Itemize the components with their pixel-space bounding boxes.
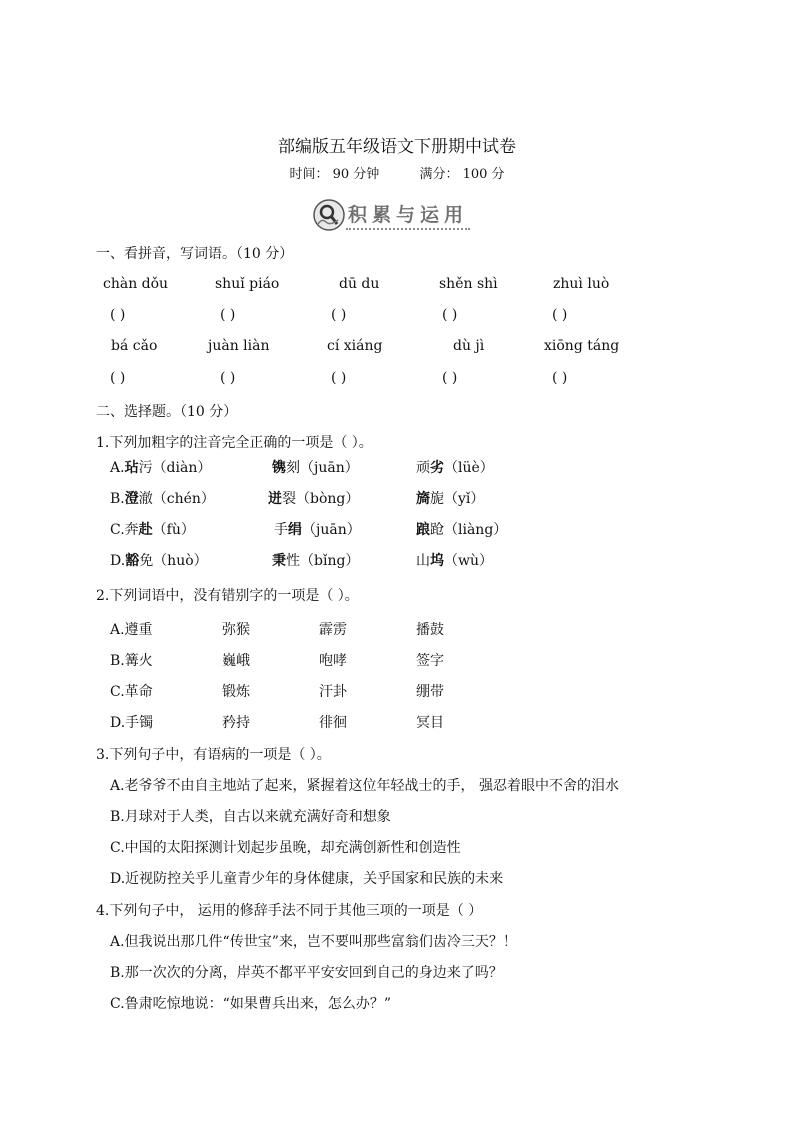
option-text: 免（huò） — [139, 553, 208, 569]
q1-option-a-2 — [272, 457, 359, 477]
q2-word: 绷带 — [416, 684, 444, 700]
option-text: 澈（chén） — [138, 491, 215, 507]
bold-char: 镌 — [272, 460, 286, 476]
q3-option-d[interactable]: D.近视防控关乎儿童青少年的身体健康，关乎国家和民族的未来 — [110, 871, 504, 887]
section1-heading: 一、看拼音，写词语。（10 分） — [96, 246, 294, 262]
option-text: （juān） — [302, 522, 361, 538]
bold-char: 澄 — [124, 491, 139, 507]
option-text: 顽 — [416, 460, 430, 476]
q1-option-d-2 — [272, 550, 359, 570]
pinyin-10: xiōng táng — [544, 338, 620, 354]
magnifier-icon — [312, 198, 346, 232]
q1-option-b-2 — [268, 488, 359, 508]
bold-char: 秉 — [272, 553, 286, 569]
option-letter: B. — [110, 491, 125, 507]
option-letter: C.奔 — [110, 522, 139, 538]
q2-word: 弥猴 — [222, 622, 250, 638]
pinyin-4: shěn shì — [439, 276, 498, 292]
option-text: （wù） — [444, 553, 493, 569]
bold-char: 旖 — [416, 491, 430, 507]
q1-option-a[interactable] — [110, 457, 211, 477]
pinyin-1: chàn dǒu — [103, 276, 169, 292]
answer-blank-3[interactable]: ( ) — [331, 307, 347, 323]
pinyin-5: zhuì luò — [553, 276, 610, 292]
answer-blank-7[interactable]: ( ) — [220, 370, 236, 386]
section2-heading: 二、选择题。（10 分） — [96, 404, 238, 420]
pinyin-8: cí xiáng — [327, 338, 383, 354]
answer-blank-8[interactable]: ( ) — [331, 370, 347, 386]
answer-blank-10[interactable]: ( ) — [552, 370, 568, 386]
banner-underline — [346, 228, 470, 230]
answer-blank-5[interactable]: ( ) — [552, 307, 568, 323]
q4-option-a[interactable]: A.但我说出那几件“传世宝”来，岂不要叫那些富翁们齿冷三天？！ — [110, 934, 517, 950]
q1-stem: 1.下列加粗字的注音完全正确的一项是（ ）。 — [96, 435, 373, 451]
exam-score: 满分： 100 分 — [419, 167, 505, 182]
q1-option-d-3 — [416, 550, 493, 570]
exam-time: 时间： 90 分钟 — [289, 167, 380, 182]
section-banner — [312, 196, 472, 236]
answer-blank-1[interactable]: ( ) — [110, 307, 126, 323]
answer-blank-6[interactable]: ( ) — [110, 370, 126, 386]
option-text: 跄（liàng） — [430, 522, 508, 538]
bold-char: 劣 — [430, 460, 444, 476]
option-text: 山 — [416, 553, 430, 569]
option-text: 裂（bòng） — [282, 491, 360, 507]
option-text: （fù） — [152, 522, 195, 538]
pinyin-3: dū du — [339, 276, 380, 292]
q4-stem: 4.下列句子中， 运用的修辞手法不同于其他三项的一项是（ ） — [96, 903, 483, 919]
pinyin-9: dù jì — [453, 338, 485, 354]
q2-option-b[interactable]: B.篝火 — [110, 653, 153, 669]
q2-word: 锻炼 — [222, 684, 250, 700]
q3-option-a[interactable]: A.老爷爷不由自主地站了起来，紧握着这位年轻战士的手， 强忍着眼中不舍的泪水 — [110, 778, 620, 794]
answer-blank-2[interactable]: ( ) — [220, 307, 236, 323]
option-letter: D. — [110, 553, 126, 569]
q2-word: 汗卦 — [319, 684, 347, 700]
pinyin-7: juàn liàn — [208, 338, 270, 354]
q2-option-c[interactable]: C.革命 — [110, 684, 153, 700]
q2-option-a[interactable]: A.遵重 — [110, 622, 153, 638]
q3-option-b[interactable]: B.月球对于人类，自古以来就充满好奇和想象 — [110, 809, 391, 825]
q4-option-b[interactable]: B.那一次次的分离，岸英不都平平安安回到自己的身边来了吗？ — [110, 965, 503, 981]
bold-char: 迸 — [268, 491, 282, 507]
q2-word: 徘徊 — [319, 715, 347, 731]
q1-option-b-3 — [416, 488, 484, 508]
bold-char: 赴 — [138, 522, 153, 538]
answer-blank-9[interactable]: ( ) — [442, 370, 458, 386]
q1-option-c-2 — [274, 519, 361, 539]
q3-option-c[interactable]: C.中国的太阳探测计划起步虽晚，却充满创新性和创造性 — [110, 840, 461, 856]
bold-char: 绢 — [288, 522, 302, 538]
option-text: 旎（yǐ） — [430, 491, 485, 507]
q1-option-a-3 — [416, 457, 494, 477]
q4-option-c[interactable]: C.鲁肃吃惊地说：“如果曹兵出来，怎么办？” — [110, 996, 391, 1012]
page-title: 部编版五年级语文下册期中试卷 — [278, 137, 516, 157]
option-text: 性（bǐng） — [286, 553, 360, 569]
q2-word: 矜持 — [222, 715, 250, 731]
option-text: 刻（juān） — [286, 460, 359, 476]
q1-option-d[interactable] — [110, 550, 208, 570]
exam-meta — [0, 163, 794, 182]
option-text: 污（diàn） — [138, 460, 212, 476]
q2-word: 巍峨 — [222, 653, 250, 669]
pinyin-2: shuǐ piáo — [215, 276, 280, 292]
q1-option-c[interactable] — [110, 519, 195, 539]
option-letter: A. — [110, 460, 125, 476]
q2-word: 签字 — [416, 653, 444, 669]
q2-word: 咆哮 — [319, 653, 347, 669]
banner-text: 积累与运用 — [348, 204, 469, 226]
q2-option-d[interactable]: D.手镯 — [110, 715, 154, 731]
q2-word: 播鼓 — [416, 622, 444, 638]
q1-option-c-3 — [416, 519, 507, 539]
bold-char: 玷 — [124, 460, 139, 476]
option-text: （lüè） — [444, 460, 494, 476]
bold-char: 豁 — [125, 553, 140, 569]
q3-stem: 3.下列句子中，有语病的一项是（ ）。 — [96, 747, 331, 763]
q2-stem: 2.下列词语中，没有错别字的一项是（ ）。 — [96, 588, 359, 604]
answer-blank-4[interactable]: ( ) — [442, 307, 458, 323]
option-text: 手 — [274, 522, 288, 538]
q2-word: 霹雳 — [319, 622, 347, 638]
pinyin-6: bá cǎo — [111, 338, 158, 354]
q2-word: 冥目 — [416, 715, 444, 731]
q1-option-b[interactable] — [110, 488, 215, 508]
bold-char: 踉 — [416, 522, 430, 538]
bold-char: 坞 — [430, 553, 444, 569]
